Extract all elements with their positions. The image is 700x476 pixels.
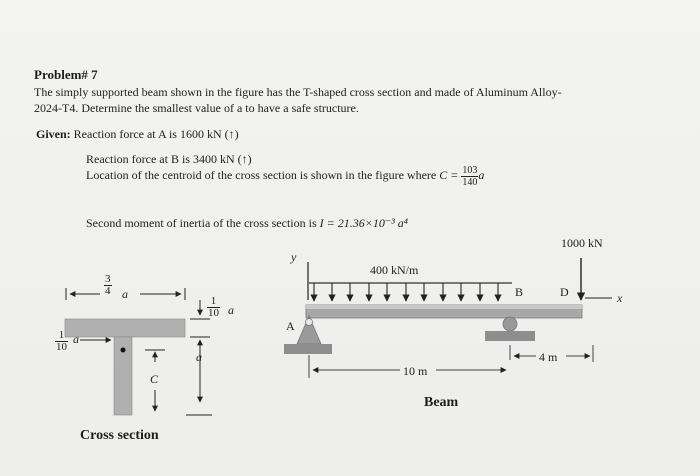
inertia-equation: I = 21.36×10⁻³ a⁴ <box>319 216 408 230</box>
beam-caption: Beam <box>424 395 459 410</box>
centroid-var: a <box>478 168 485 182</box>
span-ab-label: 10 m <box>403 364 428 378</box>
centroid-eq-lhs: C = <box>439 168 459 182</box>
given-reaction-b: Reaction force at B is 3400 kN (↑) <box>86 152 252 166</box>
web-thickness-var: a <box>73 332 79 346</box>
top-width-fraction <box>104 274 112 297</box>
right-frac-den: 10 <box>208 307 219 319</box>
centroid-numerator: 103 <box>462 164 478 176</box>
centroid-dot <box>121 348 126 353</box>
left-frac-den: 10 <box>56 341 67 353</box>
x-axis-label: x <box>617 291 623 305</box>
top-frac-num: 3 <box>105 273 111 285</box>
given-reaction-a: Reaction force at A is 1600 kN (↑) <box>73 127 239 141</box>
load-label: 400 kN/m <box>370 263 419 277</box>
roller-b <box>503 317 517 331</box>
web-thickness-fraction <box>55 330 68 353</box>
flange-thickness-var: a <box>228 303 234 317</box>
cross-section-caption: Cross section <box>80 428 159 443</box>
left-frac-num: 1 <box>55 330 68 342</box>
y-axis-label: y <box>291 250 297 264</box>
centroid-text: Location of the centroid of the cross section is shown in the figure where <box>86 168 437 182</box>
pin-a <box>306 319 313 326</box>
point-load-label: 1000 kN <box>561 236 603 250</box>
problem-statement-line-2: 2024-T4. Determine the smallest value of a to have a safe structure. <box>34 101 359 115</box>
ground-b <box>485 331 535 341</box>
span-bd-label: 4 m <box>539 350 558 364</box>
top-frac-den: 4 <box>105 285 111 297</box>
beam-figure <box>284 258 612 378</box>
inertia-text: Second moment of inertia of the cross section is <box>86 216 317 230</box>
ground-a <box>284 344 332 354</box>
right-frac-num: 1 <box>207 296 220 308</box>
given-label: Given: <box>36 127 71 141</box>
centroid-denominator: 140 <box>462 176 478 188</box>
t-cross-section <box>65 319 185 415</box>
problem-statement-line-1: The simply supported beam shown in the figure has the T-shaped cross section and made of Aluminum Alloy- <box>34 85 562 99</box>
centroid-label: C <box>150 372 159 386</box>
t-flange <box>65 319 185 337</box>
problem-title: Problem# 7 <box>34 67 98 82</box>
point-d-label: D <box>560 285 569 299</box>
flange-thickness-fraction <box>207 296 220 319</box>
top-width-var: a <box>122 287 128 301</box>
height-label: a <box>196 350 202 364</box>
beam-highlight <box>306 305 582 309</box>
support-a-label: A <box>286 319 295 333</box>
support-b-label: B <box>515 285 524 299</box>
distributed-load-arrows <box>314 283 498 301</box>
